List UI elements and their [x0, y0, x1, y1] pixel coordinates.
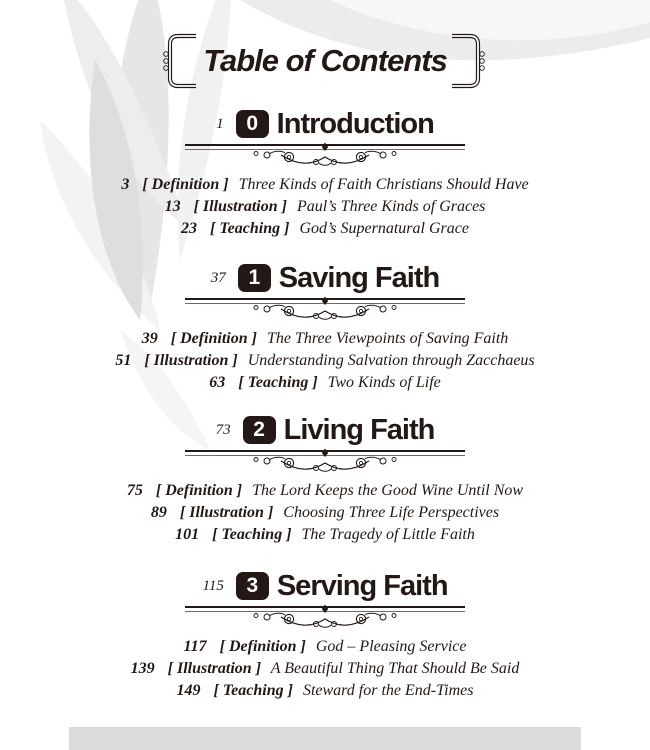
entry-page-number: 13 [164, 198, 181, 215]
entry-title: Choosing Three Life Perspectives [283, 504, 500, 521]
entry-page-number: 39 [141, 330, 158, 347]
entry-type-label: [ Definition ] [155, 482, 243, 499]
chapter-number-badge: 3 [236, 572, 269, 600]
entry-page-number: 63 [209, 374, 226, 391]
entry-type-label: [ Teaching ] [238, 374, 318, 391]
page-title: Table of Contents [203, 43, 447, 78]
toc-entry [0, 174, 650, 196]
toc-entry [0, 636, 650, 658]
section-title: Saving Faith [278, 261, 440, 294]
entry-type-label: [ Illustration ] [144, 352, 238, 369]
entry-page-number: 117 [183, 638, 207, 655]
toc-section-introduction [0, 108, 650, 240]
toc-entry [0, 680, 650, 702]
entry-page-number: 51 [115, 352, 132, 369]
section-entries [0, 328, 650, 394]
entry-title: God – Pleasing Service [315, 638, 467, 655]
entry-title: A Beautiful Thing That Should Be Said [270, 660, 520, 677]
section-entries [0, 174, 650, 240]
entry-page-number: 89 [150, 504, 167, 521]
entry-page-number: 139 [130, 660, 155, 677]
toc-entry [0, 372, 650, 394]
chapter-number-badge: 2 [243, 416, 276, 444]
toc-entry [0, 218, 650, 240]
divider-ornament-icon [185, 604, 465, 630]
entry-type-label: [ Definition ] [219, 638, 306, 655]
entry-title: Three Kinds of Faith Christians Should Have [238, 176, 529, 193]
bracket-right-icon [451, 32, 487, 90]
divider-ornament-icon [185, 448, 465, 474]
entry-title: Two Kinds of Life [327, 374, 441, 391]
entry-title: The Three Viewpoints of Saving Faith [266, 330, 509, 347]
section-title: Introduction [276, 107, 434, 140]
entry-page-number: 3 [121, 176, 130, 193]
section-page-number: 1 [216, 115, 224, 132]
toc-entry [0, 350, 650, 372]
entry-title: Paul’s Three Kinds of Graces [296, 198, 486, 215]
entry-page-number: 23 [181, 220, 198, 237]
section-page-number: 37 [210, 269, 226, 286]
page-edge-shadow [69, 727, 581, 750]
toc-entry [0, 658, 650, 680]
entry-type-label: [ Definition ] [170, 330, 257, 347]
entry-title: The Lord Keeps the Good Wine Until Now [252, 482, 524, 499]
entry-type-label: [ Illustration ] [193, 198, 287, 215]
section-heading [0, 262, 650, 294]
section-page-number: 73 [215, 421, 231, 438]
chapter-number-badge: 0 [236, 110, 269, 138]
chapter-number-badge: 1 [238, 264, 271, 292]
section-entries [0, 480, 650, 546]
entry-page-number: 75 [126, 482, 143, 499]
section-heading [0, 414, 650, 446]
entry-page-number: 101 [175, 526, 200, 543]
toc-section-serving-faith [0, 570, 650, 702]
toc-entry [0, 524, 650, 546]
toc-entry [0, 196, 650, 218]
entry-type-label: [ Illustration ] [179, 504, 274, 521]
section-page-number: 115 [202, 577, 224, 594]
entry-title: God’s Supernatural Grace [299, 220, 469, 237]
divider-ornament-icon [185, 296, 465, 322]
toc-section-living-faith [0, 414, 650, 546]
toc-title-row [0, 32, 650, 90]
entry-type-label: [ Teaching ] [210, 220, 290, 237]
toc-entry [0, 328, 650, 350]
section-heading [0, 108, 650, 140]
entry-title: The Tragedy of Little Faith [301, 526, 475, 543]
section-title: Serving Faith [276, 569, 448, 602]
entry-type-label: [ Teaching ] [212, 526, 292, 543]
divider-ornament-icon [185, 142, 465, 168]
toc-entry [0, 502, 650, 524]
toc-entry [0, 480, 650, 502]
entry-title: Understanding Salvation through Zacchaeus [247, 352, 535, 369]
section-entries [0, 636, 650, 702]
entry-title: Steward for the End-Times [302, 682, 474, 699]
section-heading [0, 570, 650, 602]
entry-type-label: [ Illustration ] [167, 660, 262, 677]
entry-type-label: [ Definition ] [142, 176, 229, 193]
toc-section-saving-faith [0, 262, 650, 394]
entry-page-number: 149 [176, 682, 201, 699]
entry-type-label: [ Teaching ] [213, 682, 293, 699]
section-title: Living Faith [283, 413, 435, 446]
